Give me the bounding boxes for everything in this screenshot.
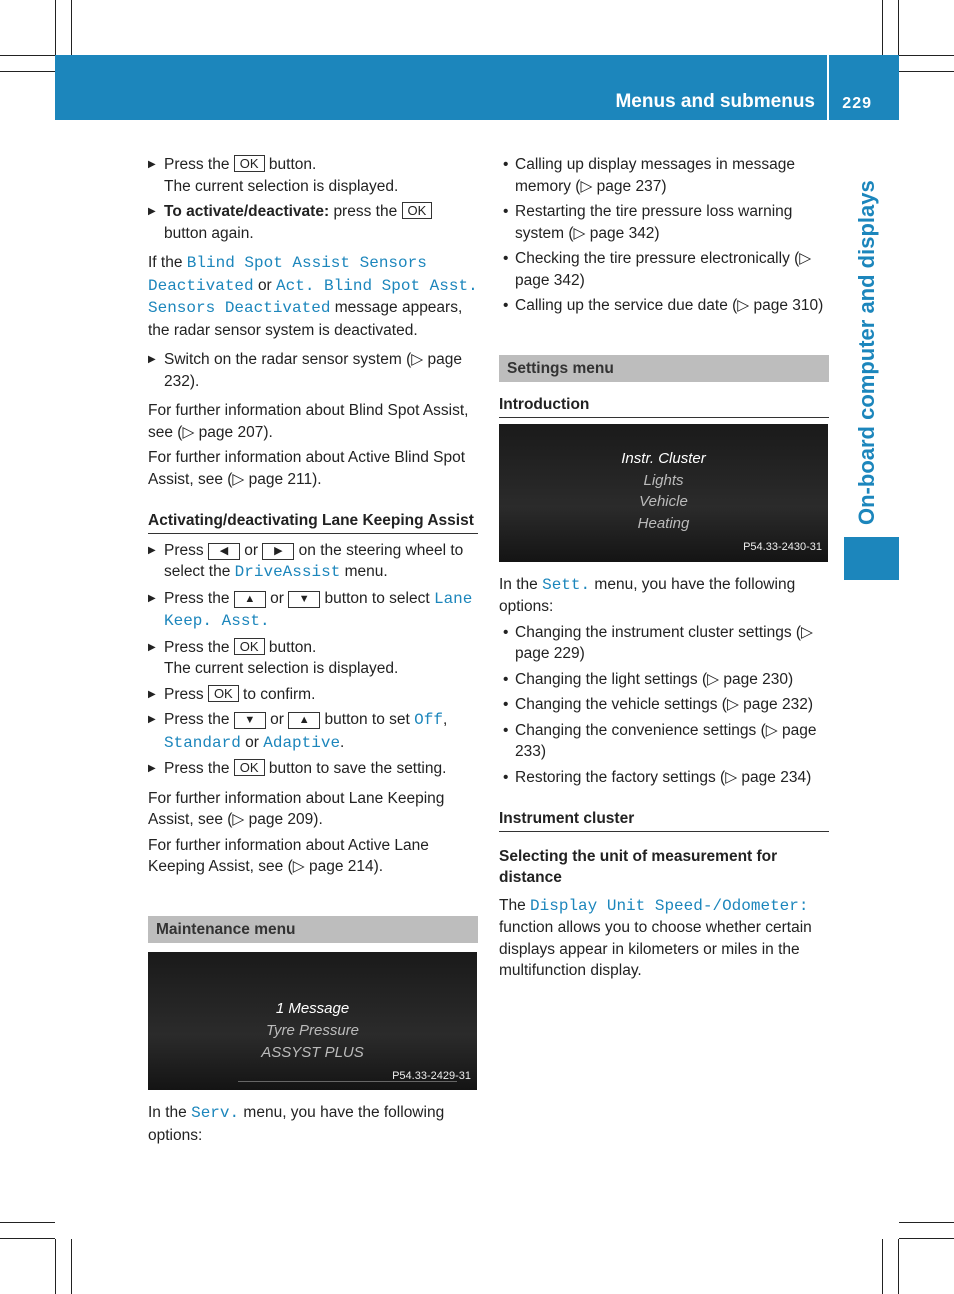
option-standard: Standard xyxy=(164,733,241,752)
chapter-side-title: On-board computer and displays xyxy=(854,180,879,525)
ok-key: OK xyxy=(234,155,265,172)
crop-mark xyxy=(55,0,56,55)
paragraph-info: For further information about Active Lane Keeping Assist, see (▷ page 214). xyxy=(148,836,429,875)
step-press-ok xyxy=(148,154,478,197)
list-item: • Changing the instrument cluster settings (▷ page 229) xyxy=(499,622,829,665)
text: In the xyxy=(148,1104,187,1121)
text: button to select xyxy=(324,589,430,607)
screen-line: Vehicle xyxy=(639,492,688,510)
text: Press xyxy=(164,685,204,703)
crop-mark xyxy=(882,1239,883,1294)
section-heading: Instrument cluster xyxy=(499,808,829,832)
step-activate xyxy=(148,201,478,244)
crop-mark xyxy=(882,0,883,55)
option-off: Off xyxy=(414,711,443,729)
menu-name: DriveAssist xyxy=(234,563,341,581)
step-result: The current selection is displayed. xyxy=(164,177,399,195)
display-screenshot xyxy=(499,424,828,562)
paragraph-info: For further information about Active Blind Spot Assist, see (▷ page 211). xyxy=(148,449,466,488)
paragraph-info: For further information about Blind Spot Assist, see (▷ page 207). xyxy=(148,402,469,441)
text: menu. xyxy=(344,563,388,580)
section-bar: Settings menu xyxy=(499,355,829,383)
list-item: • Changing the light settings (▷ page 230) xyxy=(499,669,829,691)
paragraph-if-message xyxy=(148,252,478,341)
text: function allows you to choose whether certain displays appear in kilometers or miles in the multifunction display. xyxy=(499,919,812,979)
crop-mark xyxy=(0,71,55,72)
text: button again. xyxy=(164,224,254,242)
ok-key: OK xyxy=(208,685,239,702)
text: Press the xyxy=(164,638,230,656)
crop-mark xyxy=(899,55,954,56)
step-confirm xyxy=(148,684,478,706)
screen-line: Heating xyxy=(637,514,690,532)
text: Press the xyxy=(164,711,230,728)
crop-mark xyxy=(71,0,72,55)
list-item: • Calling up the service due date (▷ page 310) xyxy=(499,295,829,317)
text: to confirm. xyxy=(243,685,316,703)
step-select-lane-keep xyxy=(148,588,478,633)
display-screenshot xyxy=(148,952,477,1090)
step-switch-on-radar: ▶ Switch on the radar sensor system (▷ page 232). xyxy=(148,349,478,392)
text: or xyxy=(244,541,259,559)
text: press the xyxy=(333,203,398,220)
ok-key: OK xyxy=(402,202,433,219)
crop-mark xyxy=(55,1239,56,1294)
menu-name: Sett. xyxy=(542,575,591,594)
text: button to set xyxy=(324,711,410,728)
text: on the steering wheel to select the xyxy=(164,541,464,580)
paragraph-sett-intro xyxy=(499,574,829,618)
section-title: Menus and submenus xyxy=(615,91,815,112)
text: Press the xyxy=(164,589,230,607)
step-save xyxy=(148,758,478,780)
step-set-mode xyxy=(148,709,478,754)
paragraph-unit xyxy=(499,895,829,982)
screen-line: ASSYST PLUS xyxy=(261,1044,364,1061)
right-arrow-key-icon: ▶ xyxy=(262,543,294,560)
list-item: • Changing the vehicle settings (▷ page 232) xyxy=(499,694,829,716)
step-label: To activate/deactivate: xyxy=(164,203,330,220)
option-adaptive: Adaptive xyxy=(263,733,341,752)
function-name: Display Unit Speed-/Odometer: xyxy=(530,896,809,915)
text: button to save the setting. xyxy=(268,760,447,777)
page-header xyxy=(55,55,899,120)
text: or xyxy=(257,276,272,294)
crop-mark xyxy=(71,1239,72,1294)
menu-name: Lane Keep. Asst. xyxy=(164,589,473,630)
text: menu, you have the following options: xyxy=(148,1104,445,1144)
section-bar: Maintenance menu xyxy=(148,916,478,944)
image-code: P54.33-2430-31 xyxy=(743,541,822,553)
down-arrow-key-icon: ▼ xyxy=(234,712,266,729)
text: Press the xyxy=(164,156,230,173)
text: or xyxy=(270,711,284,728)
crop-mark xyxy=(899,1222,954,1223)
list-item: • Restarting the tire pressure loss warning system (▷ page 342) xyxy=(499,201,829,244)
left-arrow-key-icon: ◀ xyxy=(208,543,240,560)
screen-line: Tyre Pressure xyxy=(265,1022,360,1039)
image-code: P54.33-2429-31 xyxy=(392,1069,471,1082)
list-item: • Calling up display messages in message memory (▷ page 237) xyxy=(499,154,829,197)
up-arrow-key-icon: ▲ xyxy=(234,591,266,608)
text: button. xyxy=(268,156,317,173)
up-arrow-key-icon: ▲ xyxy=(288,712,320,729)
text: If the xyxy=(148,254,183,271)
paragraph-info: For further information about Lane Keeping Assist, see (▷ page 209). xyxy=(148,789,445,828)
left-column xyxy=(148,154,478,1150)
text: Press xyxy=(164,541,204,559)
screen-line: Lights xyxy=(643,471,684,489)
list-item: • Restoring the factory settings (▷ page 234) xyxy=(499,767,829,789)
page-number: 229 xyxy=(842,95,872,112)
ok-key: OK xyxy=(234,759,265,776)
text: or xyxy=(245,733,259,751)
display-message: Blind Spot Assist Sensors Deactivated xyxy=(148,254,427,295)
text: Press the xyxy=(164,760,230,777)
crop-mark xyxy=(898,1239,899,1294)
crop-mark xyxy=(0,55,55,56)
side-tab-marker xyxy=(844,537,899,580)
crop-mark xyxy=(0,1238,55,1239)
down-arrow-key-icon: ▼ xyxy=(288,591,320,608)
text: message appears, the radar sensor system is deactivated. xyxy=(148,299,463,339)
text: . xyxy=(340,733,345,751)
menu-name: Serv. xyxy=(191,1104,240,1122)
display-message: Act. Blind Spot Asst. Sensors Deactivated xyxy=(148,276,478,317)
section-heading: Introduction xyxy=(499,394,829,418)
list-item: • Changing the convenience settings (▷ page 233) xyxy=(499,720,829,763)
paragraph-serv-intro xyxy=(148,1102,478,1146)
text: , xyxy=(442,711,448,728)
step-result: The current selection is displayed. xyxy=(164,660,399,677)
crop-mark xyxy=(899,1238,954,1239)
crop-mark xyxy=(899,71,954,72)
subsection-heading: Selecting the unit of measurement for distance xyxy=(499,847,778,886)
step-select-driveassist xyxy=(148,540,478,584)
header-divider xyxy=(827,55,829,120)
screen-line: 1 Message xyxy=(275,1000,350,1017)
screen-line: Instr. Cluster xyxy=(621,449,706,467)
text: menu, you have the following options: xyxy=(499,575,796,615)
right-column xyxy=(499,154,829,986)
crop-mark xyxy=(898,0,899,55)
text: or xyxy=(270,589,284,607)
section-heading: Activating/deactivating Lane Keeping Assist xyxy=(148,510,478,534)
list-item: • Checking the tire pressure electronically (▷ page 342) xyxy=(499,248,829,291)
text: button. xyxy=(268,638,317,656)
text: In the xyxy=(499,575,538,593)
text: The xyxy=(499,896,526,914)
crop-mark xyxy=(0,1222,55,1223)
ok-key: OK xyxy=(234,638,265,655)
step-press-ok xyxy=(148,637,478,680)
